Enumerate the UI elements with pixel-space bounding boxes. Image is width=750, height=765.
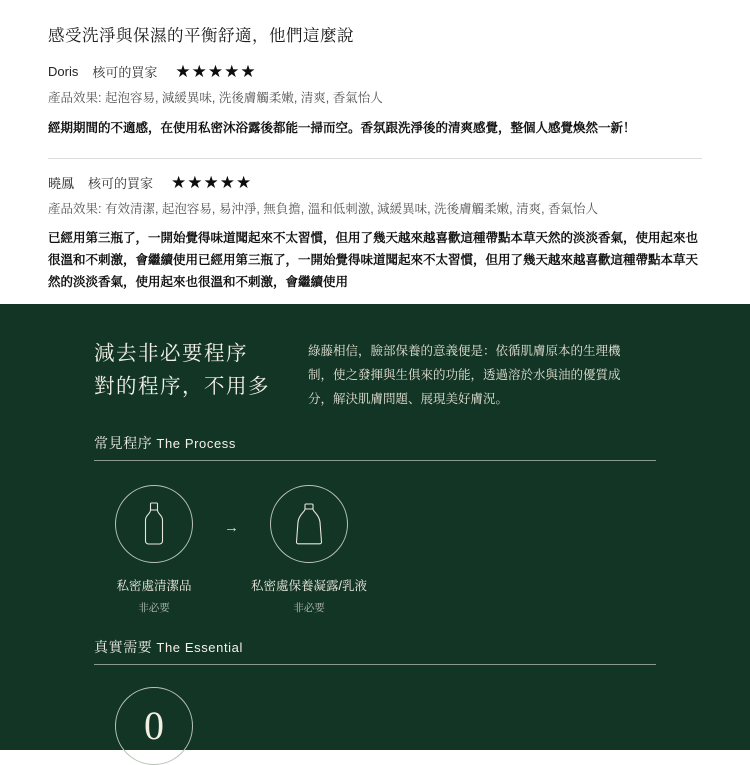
essential-body xyxy=(94,687,656,765)
review-header xyxy=(48,173,702,192)
review-header xyxy=(48,62,702,81)
bottle-icon xyxy=(141,501,167,547)
process-step xyxy=(249,485,369,615)
step-label: 私密處清潔品 xyxy=(116,579,192,594)
headline-block xyxy=(94,338,270,404)
essential-circle xyxy=(115,687,193,765)
step-circle xyxy=(115,485,193,563)
star-rating-icon: ★★★★★ xyxy=(171,172,253,192)
arrow-icon: → xyxy=(224,519,239,537)
essential-heading-zh: 真實需要 xyxy=(94,639,153,655)
process-step xyxy=(94,485,214,615)
essential-value: 0 xyxy=(144,703,164,748)
essential-heading-en: The Essential xyxy=(156,640,243,655)
reviews-title: 感受洗淨與保濕的平衡舒適，他們這麼說 xyxy=(48,27,354,45)
process-heading-en: The Process xyxy=(156,436,236,452)
review-effects: 產品效果: 起泡容易, 減緩異味, 洗後膚觸柔嫩, 清爽, 香氣怡人 xyxy=(48,91,383,105)
essential-heading xyxy=(94,637,656,665)
headline-line-1: 減去非必要程序 xyxy=(94,342,248,365)
verified-badge: 核可的買家 xyxy=(88,175,154,191)
step-circle xyxy=(270,485,348,563)
step-label: 私密處保養凝露/乳液 xyxy=(251,579,367,594)
review-effects: 產品效果: 有效清潔, 起泡容易, 易沖淨, 無負擔, 溫和低刺激, 減緩異味, 洗後膚觸柔嫩, 清爽, 香氣怡人 xyxy=(48,201,599,216)
review-body: 經期期間的不適感，在使用私密沐浴露後都能一掃而空。香氛跟洗淨後的清爽感覺，整個人感覺煥然一新！ xyxy=(48,120,636,135)
philosophy-header xyxy=(94,338,656,411)
review-item xyxy=(48,62,702,140)
philosophy-intro: 綠藤相信，臉部保養的意義便是：依循肌膚原本的生理機制，使之發揮與生俱來的功能，透過溶於水與油的優質成分，解決肌膚問題、展現美好膚況。 xyxy=(308,344,621,406)
tube-icon xyxy=(294,502,324,546)
verified-badge: 核可的買家 xyxy=(92,65,158,80)
step-sublabel: 非必要 xyxy=(138,602,170,614)
process-heading xyxy=(94,433,656,461)
process-heading-zh: 常見程序 xyxy=(94,435,153,452)
reviews-section xyxy=(0,0,750,304)
review-body: 已經用第三瓶了，一開始覺得味道聞起來不太習慣，但用了幾天越來越喜歡這種帶點本草天然的淡淡香氣，使用起來也很溫和不刺激，會繼續使用已經用第三瓶了，一開始覺得味道聞起來不太習慣，但用了幾天越來越喜歡這種帶點本草天然的淡淡香氣，使用起來也很溫和不刺激，會繼續使用 xyxy=(48,231,699,290)
step-sublabel: 非必要 xyxy=(293,602,325,614)
star-rating-icon: ★★★★★ xyxy=(175,62,257,81)
reviewer-name: 曉鳳 xyxy=(48,175,75,191)
divider xyxy=(48,158,702,159)
philosophy-section xyxy=(0,304,750,750)
reviewer-name: Doris xyxy=(48,64,79,79)
headline-line-2: 對的程序，不用多 xyxy=(94,374,270,398)
review-item xyxy=(48,173,702,294)
process-steps xyxy=(94,485,656,615)
